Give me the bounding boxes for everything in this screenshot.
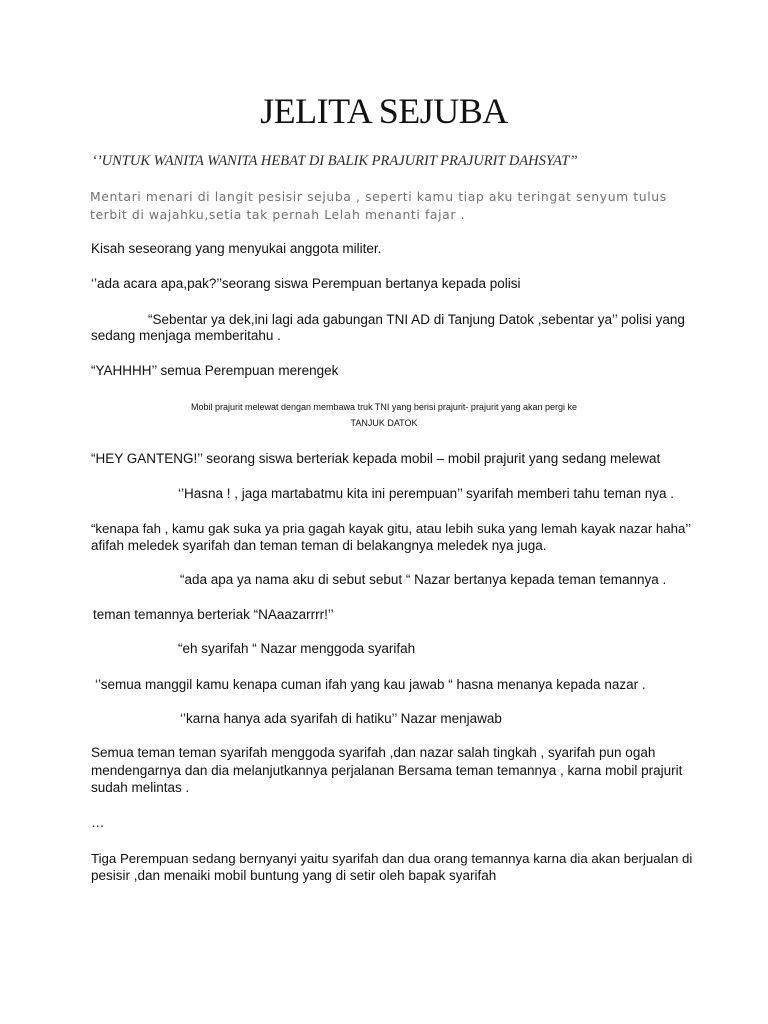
paragraph-line: ‘’ada acara apa,pak?’’seorang siswa Perempuan bertanya kepada polisi (91, 276, 521, 291)
paragraph-line: sudah melintas . (91, 780, 190, 795)
intro-line: terbit di wajahku,setia tak pernah Lelah menanti fajar . (90, 207, 466, 222)
paragraph-line: Tiga Perempuan sedang bernyanyi yaitu syarifah dan dua orang temannya karna dia akan berjualan di (91, 851, 693, 866)
paragraph-line: “eh syarifah “ Nazar menggoda syarifah (178, 641, 416, 656)
paragraph-line: ‘’Hasna ! , jaga martabatmu kita ini perempuan’’ syarifah memberi tahu teman nya . (178, 486, 674, 501)
document-subtitle: ‘’UNTUK WANITA WANITA HEBAT DI BALIK PRAJURIT PRAJURIT DAHSYAT’’ (92, 153, 578, 169)
paragraph-line: mendengarnya dan dia melanjutkannya perjalanan Bersama teman temannya , karna mobil prajurit (91, 763, 683, 778)
paragraph-line: Mobil prajurit melewat dengan membawa truk TNI yang berisi prajurit- prajurit yang akan pergi ke (190, 402, 577, 412)
paragraph-line: teman temannya berteriak “NAaazarrrr!’’ (93, 607, 334, 622)
paragraph-line: Semua teman teman syarifah menggoda syarifah ,dan nazar salah tingkah , syarifah pun ogah (91, 745, 656, 760)
paragraph-line: … (91, 815, 105, 830)
paragraph-line: ‘’karna hanya ada syarifah di hatiku’’ Nazar menjawab (180, 711, 502, 726)
document-title: JELITA SEJUBA (260, 91, 508, 131)
paragraph-line: “YAHHHH’’ semua Perempuan merengek (91, 363, 339, 378)
paragraph-line: TANJUK DATOK (350, 418, 418, 428)
intro-line: Mentari menari di langit pesisir sejuba , seperti kamu tiap aku teringat senyum tulus (90, 189, 667, 204)
paragraph-line: ‘’semua manggil kamu kenapa cuman ifah yang kau jawab “ hasna menanya kepada nazar . (95, 677, 646, 692)
paragraph-line: “HEY GANTENG!’’ seorang siswa berteriak kepada mobil – mobil prajurit yang sedang melewat (91, 451, 661, 466)
paragraph-line: sedang menjaga memberitahu . (91, 328, 281, 343)
paragraph-line: pesisir ,dan menaiki mobil buntung yang di setir oleh bapak syarifah (91, 868, 497, 883)
intro-paragraph (90, 188, 690, 224)
paragraph-line: “Sebentar ya dek,ini lagi ada gabungan TNI AD di Tanjung Datok ,sebentar ya’’ polisi yang (148, 312, 685, 327)
paragraph-line: afifah meledek syarifah dan teman teman di belakangnya meledek nya juga. (91, 538, 547, 553)
paragraph-line: “ada apa ya nama aku di sebut sebut “ Nazar bertanya kepada teman temannya . (180, 572, 667, 587)
paragraph-line: Kisah seseorang yang menyukai anggota militer. (91, 241, 382, 256)
paragraph-line: “kenapa fah , kamu gak suka ya pria gagah kayak gitu, atau lebih suka yang lemah kayak nazar haha’’ (91, 521, 692, 536)
